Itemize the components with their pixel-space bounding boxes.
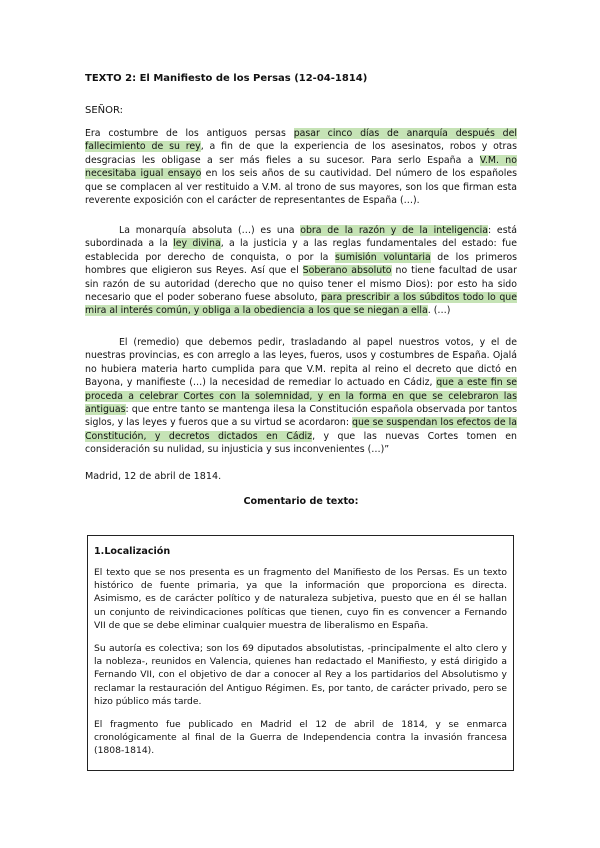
highlighted-text: V.M. no necesitaba igual ensayo [85,154,517,180]
text-run: La monarquía absoluta (…) es una [119,225,301,236]
text-run: en los seis años de su cautividad. Del número de los españoles que se complacen al ver restituido a V.M. al trono de sus mayores, son los que firman esta reverente exposición con el carácter de representantes de España (…). [85,168,518,207]
paragraph-3 [85,336,517,457]
highlighted-text: que a este fin se proceda a celebrar Cortes con la solemnidad, y en la forma en que se celebraron las antiguas [85,377,518,416]
text-run: . (…) [427,305,451,317]
document-title: TEXTO 2: El Manifiesto de los Persas (12-04-1814) [85,73,368,84]
commentary-paragraph: El texto que se nos presenta es un fragmento del Manifiesto de los Persas. Es un texto histórico de fuente primaria, ya que la información que proporciona es directa. Asimismo, es de carácter político y de naturaleza subjetiva, puesto que en él se hallan un conjunto de reivindicaciones políticas que tienen, cuyo fin es convencer a Fernando VII de que se debe eliminar cualquier muestra de liberalismo en España. [94,567,507,631]
highlighted-text: pasar cinco días de anarquía después del fallecimiento de su rey [85,128,517,153]
commentary-heading: 1.Localización [94,546,171,557]
text-run: no tiene facultad de usar sin razón de su autoridad (derecho que no quiso tener el mismo Dios): por esto ha sido necesario que el poder soberano fuese absoluto, [85,265,518,304]
paragraph-1 [85,127,517,207]
text-run: El (remedio) que debemos pedir, trasladando al papel nuestros votos, y el de nuestras provincias, es con arreglo a las leyes, fueros, usos y costumbres de España. Ojalá no hubiera materia harto cumplida para que V.M. repita al reino el decreto que dictó en Bayona, y manifieste (…) la necesidad de remediar lo actuado en Cádiz, [85,337,517,389]
highlighted-text: Soberano absoluto [302,265,392,277]
text-run: de los primeros hombres que eligieron sus Reyes. Así que el [85,251,517,277]
highlighted-text: para prescribir a los súbditos todo lo que mira al interés común, y obliga a la obediencia a los que se niegan a ella [85,292,517,317]
highlighted-text: obra de la razón y de la inteligencia [300,225,489,236]
text-run: Era costumbre de los antiguos persas [85,128,294,139]
commentary-paragraph: Su autoría es colectiva; son los 69 diputados absolutistas, -principalmente el alto clero y la nobleza-, reunidos en Valencia, quienes han redactado el Manifiesto, y está dirigido a Fernando VII, con el objetivo de dar a conocer al Rey a los partidarios del Absolutismo y reclamar la restauración del Antiguo Régimen. Es, por tanto, de carácter privado, pero se hizo público más tarde. [94,643,507,707]
text-run: , y que las nuevas Cortes tomen en consideración su nulidad, su injusticia y sus inconvenientes (…)” [85,430,517,456]
text-run: : que entre tanto se mantenga ilesa la Constitución española observada por tantos siglos, y las leyes y fueros que a su virtud se acordaron: [85,404,517,429]
paragraph-2 [85,224,517,318]
salutation: SEÑOR: [85,105,124,116]
highlighted-text: que se suspendan los efectos de la Constitución, y decretos dictados en Cádiz [85,417,517,442]
text-run: , a fin de que la experiencia de los asesinatos, robos y otras desgracias les obligase a ser más fieles a su sucesor. Para serlo España a [85,141,518,166]
document-date: Madrid, 12 de abril de 1814. [85,471,222,482]
commentary-title: Comentario de texto: [243,496,359,507]
commentary-paragraph: El fragmento fue publicado en Madrid el 12 de abril de 1814, y se enmarca cronológicamente al final de la Guerra de Independencia contra la invasión francesa (1808-1814). [94,719,507,757]
highlighted-text: sumisión voluntaria [335,251,431,263]
text-run: : está subordinada a la [85,225,517,250]
commentary-box [87,535,514,771]
highlighted-text: ley divina [173,238,221,250]
text-run: , a la justicia y a las reglas fundamentales del estado: fue establecida por derecho de conquista, o por la [85,238,517,263]
